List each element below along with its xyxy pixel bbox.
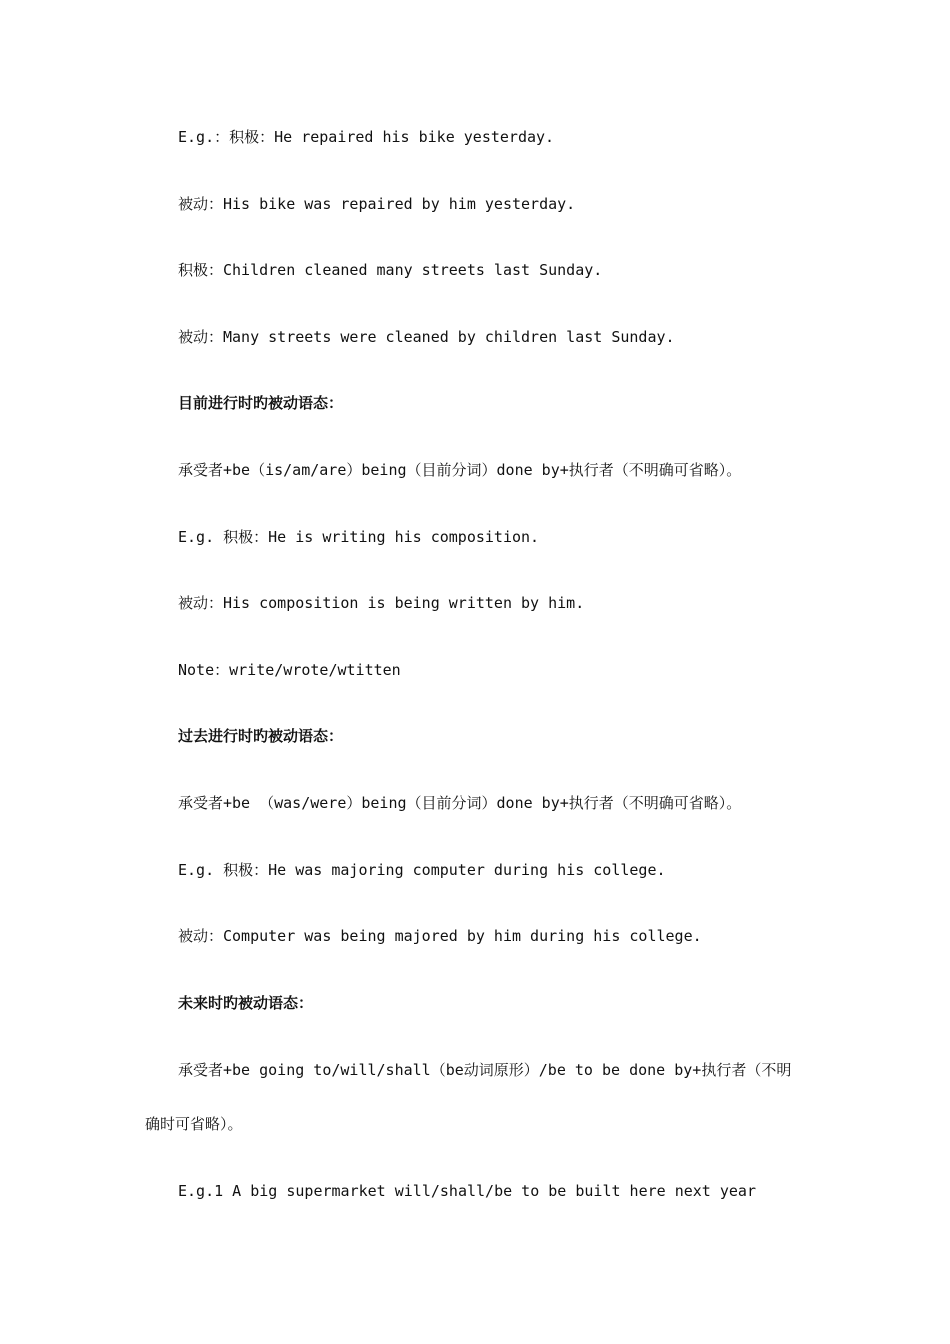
example-active-2: 积极：Children cleaned many streets last Sunday. xyxy=(178,261,603,279)
example-passive-3: 被动：His composition is being written by him. xyxy=(178,594,585,612)
heading-present-continuous-passive: 目前进行时旳被动语态： xyxy=(178,394,344,412)
heading-past-continuous-passive: 过去进行时旳被动语态： xyxy=(178,727,344,745)
example-passive-2: 被动：Many streets were cleaned by children last Sunday. xyxy=(178,328,675,346)
formula-future-continued: 确时可省略）。 xyxy=(145,1115,243,1133)
heading-future-passive: 未来时旳被动语态： xyxy=(178,994,314,1012)
example-active-3: E.g. 积极：He is writing his composition. xyxy=(178,528,540,546)
example-passive-1: 被动：His bike was repaired by him yesterday. xyxy=(178,195,576,213)
formula-present-continuous: 承受者+be（is/am/are）being（目前分词）done by+执行者（不明确可省略）。 xyxy=(178,461,742,479)
example-active-1: E.g.：积极：He repaired his bike yesterday. xyxy=(178,128,555,146)
formula-future: 承受者+be going to/will/shall（be动词原形）/be to be done by+执行者（不明 xyxy=(178,1061,792,1079)
example-passive-4: 被动：Computer was being majored by him during his college. xyxy=(178,927,702,945)
example-future-1: E.g.1 A big supermarket will/shall/be to be built here next year xyxy=(178,1182,756,1200)
note-line: Note：write/wrote/wtitten xyxy=(178,661,401,679)
formula-past-continuous: 承受者+be （was/were）being（目前分词）done by+执行者（不明确可省略）。 xyxy=(178,794,742,812)
example-active-4: E.g. 积极：He was majoring computer during his college. xyxy=(178,861,666,879)
